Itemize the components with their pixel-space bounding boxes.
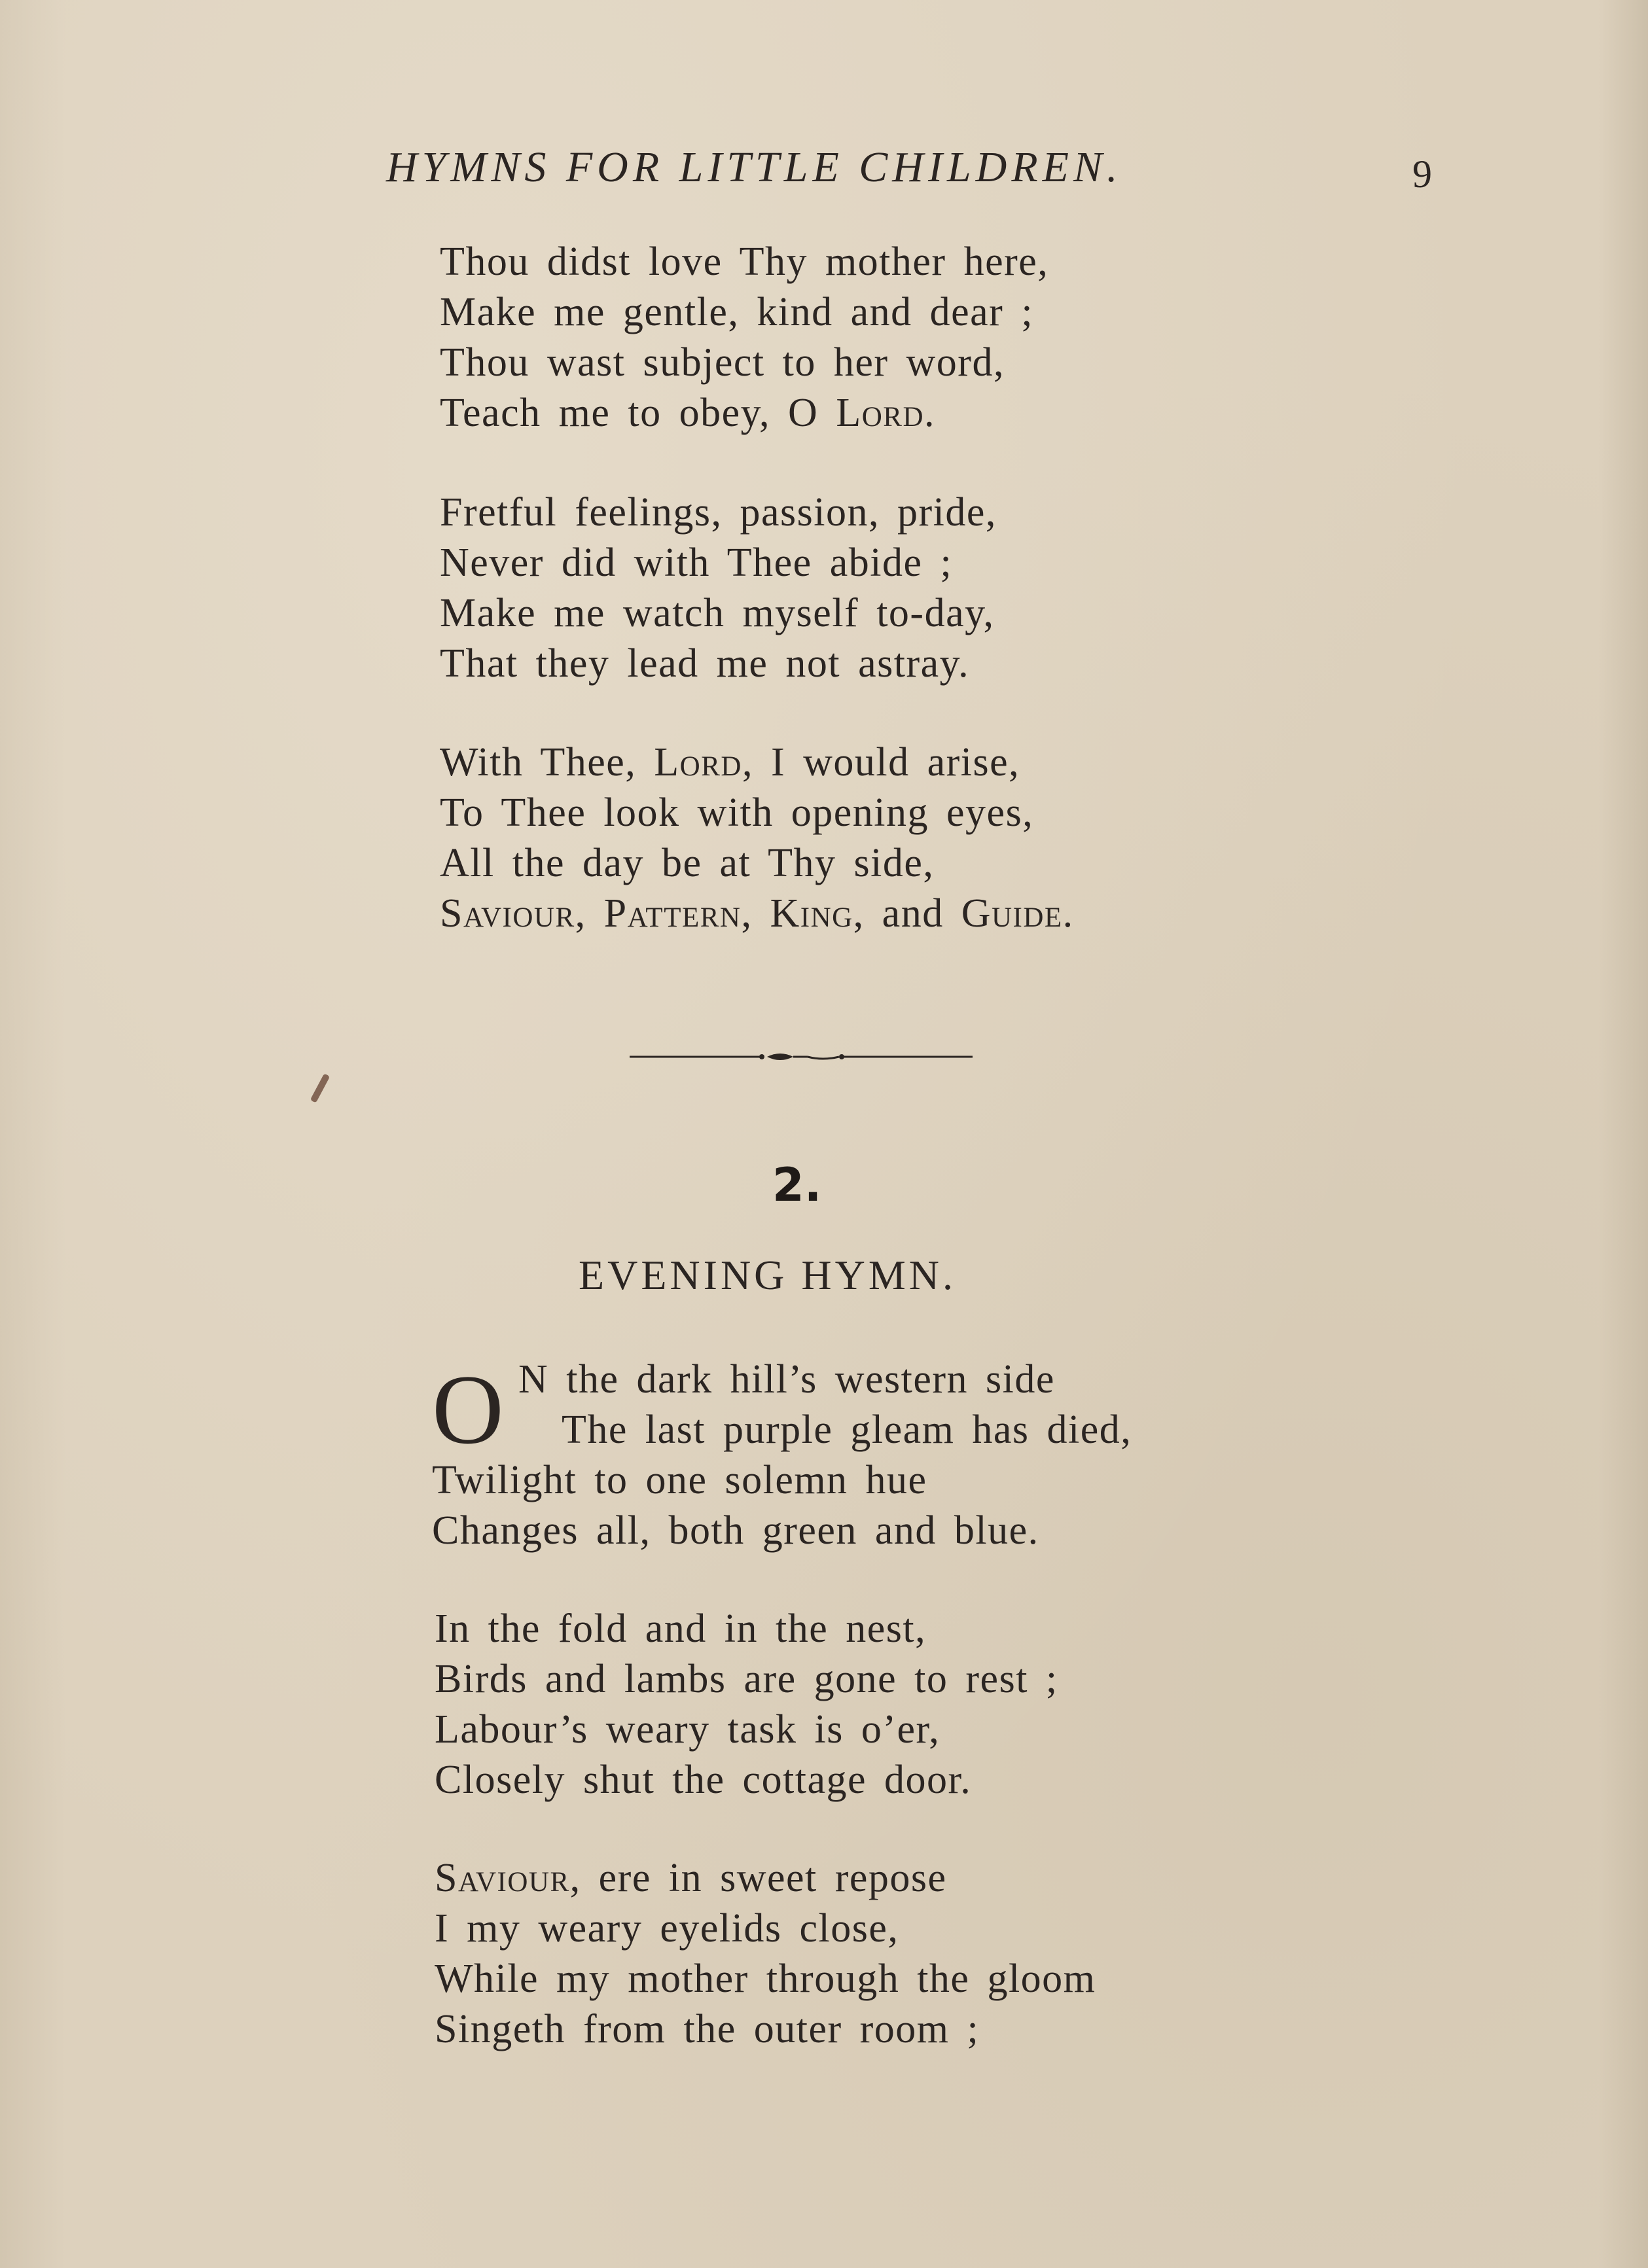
stanza-previous-1 [440, 237, 1048, 438]
verse-line [440, 889, 1074, 939]
verse-fragment: , [741, 891, 770, 936]
small-caps-word: Lord [654, 740, 742, 785]
verse-fragment: , ere in sweet repose [569, 1856, 947, 1900]
verse-fragment: . [1062, 891, 1074, 936]
verse-line: N the dark hill’s western side [518, 1357, 1055, 1402]
verse-line: While my mother through the gloom [435, 1957, 1096, 2001]
small-caps-word: Saviour [435, 1856, 570, 1900]
verse-line: I my weary eyelids close, [435, 1906, 899, 1951]
stanza-evening-1 [432, 1355, 1132, 1556]
running-head: HYMNS FOR LITTLE CHILDREN. [386, 143, 1122, 191]
small-caps-word: Lord [836, 391, 925, 435]
verse-line: Thou wast subject to her word, [440, 340, 1005, 385]
verse-line: Labour’s weary task is o’er, [435, 1707, 940, 1752]
drop-cap: O [432, 1355, 504, 1464]
verse-fragment: With Thee, [440, 740, 654, 785]
verse-fragment: Teach me to obey, O [440, 391, 836, 435]
verse-line: Make me watch myself to-day, [440, 591, 995, 635]
verse-line [435, 1853, 1096, 1904]
verse-line: Never did with Thee abide ; [440, 540, 953, 585]
small-caps-word: Guide [961, 891, 1063, 936]
verse-line: Changes all, both green and blue. [432, 1508, 1039, 1553]
stanza-previous-3 [440, 737, 1074, 939]
verse-fragment: , and [853, 891, 961, 936]
stanza-evening-3 [435, 1853, 1096, 2055]
verse-line: In the fold and in the nest, [435, 1606, 927, 1651]
verse-fragment: . [924, 391, 936, 435]
verse-line: The last purple gleam has died, [562, 1408, 1132, 1452]
verse-line: Singeth from the outer room ; [435, 2007, 980, 2051]
verse-line [440, 388, 1048, 438]
verse-line: Thou didst love Thy mother here, [440, 239, 1049, 284]
small-caps-word: King [770, 891, 853, 936]
stanza-previous-2 [440, 487, 997, 689]
verse-line [440, 737, 1074, 788]
verse-line: That they lead me not astray. [440, 641, 970, 686]
page-number: 9 [1412, 152, 1432, 196]
stanza-evening-2 [435, 1604, 1058, 1805]
verse-line: Closely shut the cottage door. [435, 1758, 972, 1802]
verse-line: Fretful feelings, passion, pride, [440, 490, 997, 535]
hymn-title: EVENING HYMN. [579, 1252, 956, 1298]
verse-fragment: , I would arise, [742, 740, 1020, 785]
verse-line: Twilight to one solemn hue [432, 1458, 927, 1502]
ink-speck [310, 1073, 330, 1103]
verse-line: Make me gentle, kind and dear ; [440, 290, 1034, 334]
ornament-rule-icon [630, 1044, 973, 1070]
verse-line: To Thee look with opening eyes, [440, 790, 1034, 835]
small-caps-word: Pattern [603, 891, 742, 936]
verse-fragment: , [575, 891, 604, 936]
verse-line: Birds and lambs are gone to rest ; [435, 1657, 1058, 1701]
hymn-number: 2. [772, 1158, 822, 1212]
verse-line: All the day be at Thy side, [440, 841, 935, 885]
small-caps-word: Saviour [440, 891, 575, 936]
